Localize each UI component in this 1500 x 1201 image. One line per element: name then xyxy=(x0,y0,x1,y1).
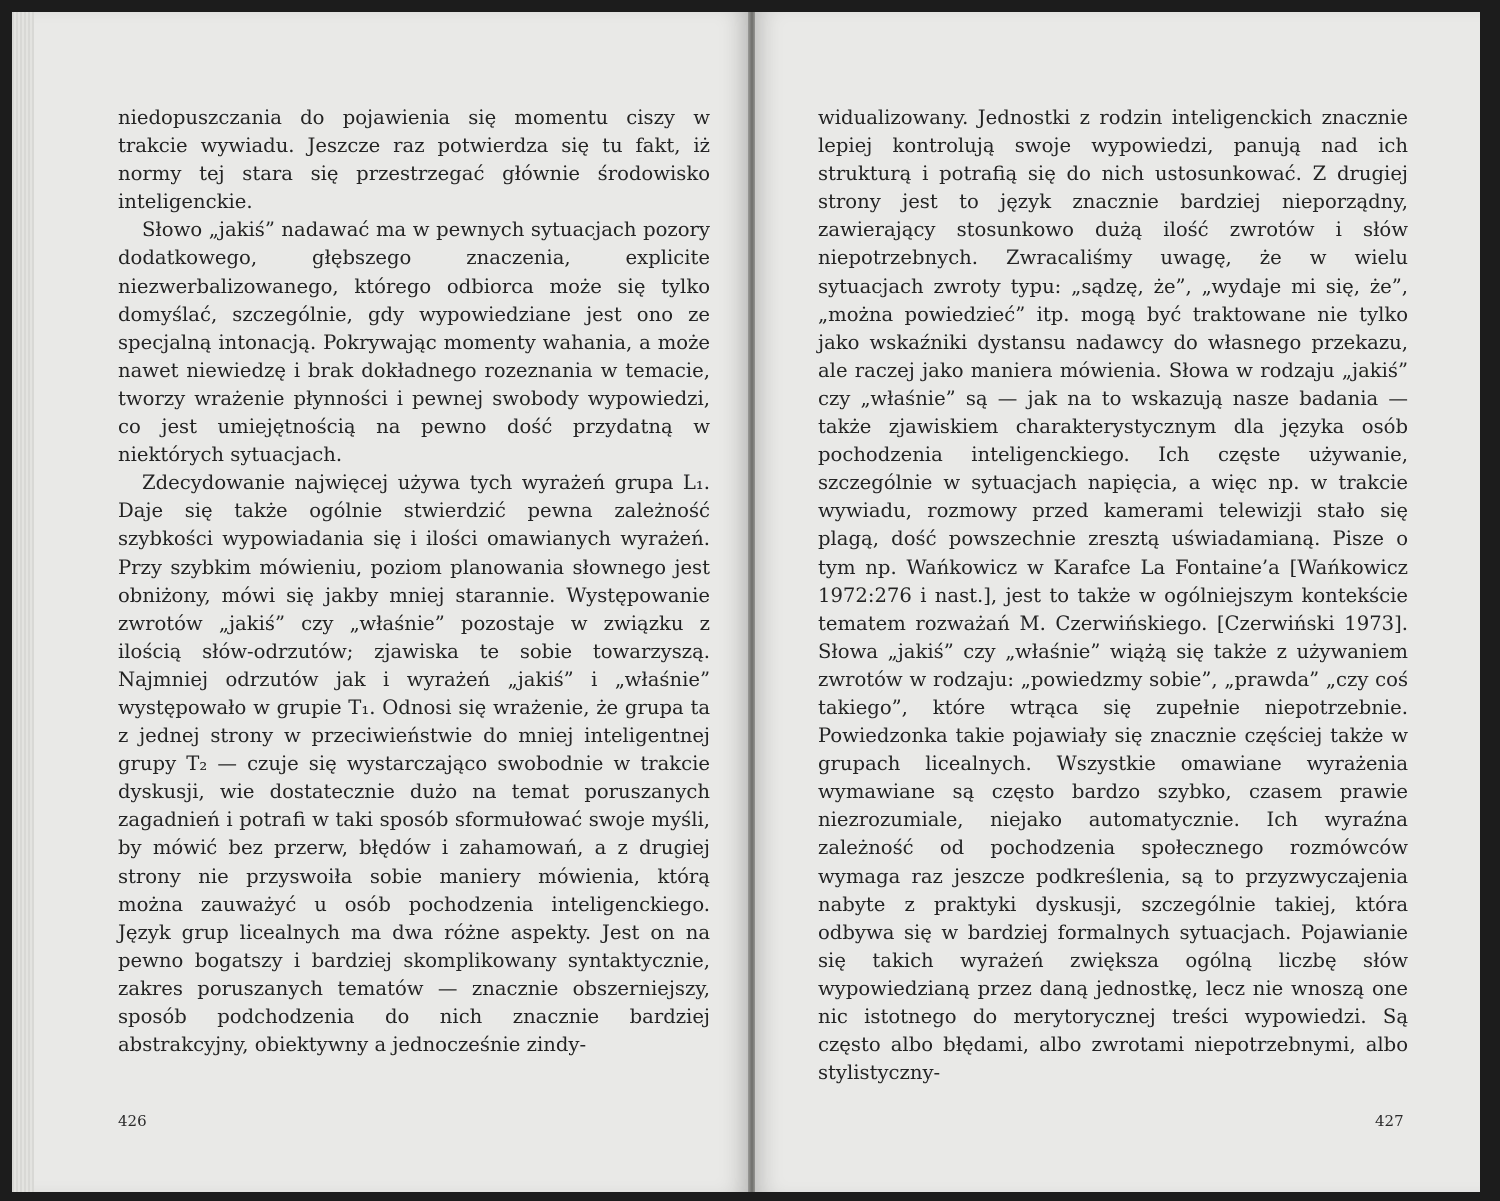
right-page xyxy=(755,12,1480,1192)
left-page-text xyxy=(118,104,710,1059)
page-number: 426 xyxy=(118,1112,147,1130)
page-edges xyxy=(12,12,34,1192)
right-page-text xyxy=(818,104,1408,1087)
paragraph: niedopuszczania do pojawienia się momentu ciszy w trakcie wywiadu. Jeszcze raz potwierdza się tu fakt, iż normy tej stara się przestrzegać głównie środowisko inteligenckie. xyxy=(118,106,710,214)
paragraph: widualizowany. Jednostki z rodzin inteligenckich znacznie lepiej kontrolują swoje wypowiedzi, panują nad ich strukturą i potrafią się do nich ustosunkować. Z drugiej strony jest to język znacznie bardziej nieporządny, zawierający stosunkowo dużą ilość zwrotów i słów niepotrzebnych. Zwracaliśmy uwagę, że w wielu sytuacjach zwroty typu: „sądzę, że”, „wydaje mi się, że”, „można powiedzieć” itp. mogą być traktowane nie tylko jako wskaźniki dystansu nadawcy do własnego przekazu, ale raczej jako maniera mówienia. Słowa w rodzaju „jakiś” czy „właśnie” są — jak na to wskazują nasze badania — także zjawiskiem charakterystycznym dla języka osób pochodzenia inteligenckiego. Ich częste używanie, szczególnie w sytuacjach napięcia, a więc np. w trakcie wywiadu, rozmowy przed kamerami telewizji stało się plagą, dość powszechnie zresztą uświadamianą. Pisze o tym np. Wańkowicz w Karafce La Fontaine’a [Wańkowicz 1972:276 i nast.], jest to także w ogólniejszym kontekście tematem rozważań M. Czerwińskiego. [Czerwiński 1973]. Słowa „jakiś” czy „właśnie” wiążą się także z używaniem zwrotów w rodzaju: „powiedzmy sobie”, „prawda” „czy coś takiego”, które wtrąca się zupełnie niepotrzebnie. Powiedzonka takie pojawiały się znacznie częściej także w grupach licealnych. Wszystkie omawiane wyrażenia wymawiane są często bardzo szybko, czasem prawie niezrozumiale, niejako automatycznie. Ich wyraźna zależność od pochodzenia społecznego rozmówców wymaga raz jeszcze podkreślenia, są to przyzwyczajenia nabyte z praktyki dyskusji, szczególnie takiej, która odbywa się w bardziej formalnych sytuacjach. Pojawianie się takich wyrażeń zwiększa ogólną liczbę słów wypowiedzianą przez daną jednostkę, lecz nie wnoszą one nic istotnego do merytorycznej treści wypowiedzi. Są często albo błędami, albo zwrotami niepotrzebnymi, albo stylistyczny- xyxy=(818,106,1408,1085)
left-page xyxy=(12,12,750,1192)
paragraph: Słowo „jakiś” nadawać ma w pewnych sytuacjach pozory dodatkowego, głębszego znaczenia, explicite niezwerbalizowanego, którego odbiorca może się tylko domyślać, szczególnie, gdy wypowiedziane jest ono ze specjalną intonacją. Pokrywając momenty wahania, a może nawet niewiedzę i brak dokładnego rozeznania w temacie, tworzy wrażenie płynności i pewnej swobody wypowiedzi, co jest umiejętnością na pewno dość przydatną w niektórych sytuacjach. xyxy=(118,218,710,467)
page-number: 427 xyxy=(1375,1112,1404,1130)
paragraph: Zdecydowanie najwięcej używa tych wyrażeń grupa L₁. Daje się także ogólnie stwierdzić pewna zależność szybkości wypowiadania się i ilości omawianych wyrażeń. Przy szybkim mówieniu, poziom planowania słownego jest obniżony, mówi się jakby mniej starannie. Występowanie zwrotów „jakiś” czy „właśnie” pozostaje w związku z ilością słów-odrzutów; zjawiska te sobie towarzyszą. Najmniej odrzutów jak i wyrażeń „jakiś” i „właśnie” występowało w grupie T₁. Odnosi się wrażenie, że grupa ta z jednej strony w przeciwieństwie do mniej inteligentnej grupy T₂ — czuje się wystarczająco swobodnie w trakcie dyskusji, wie dostatecznie dużo na temat poruszanych zagadnień i potrafi w taki sposób sformułować swoje myśli, by mówić bez przerw, błędów i zahamowań, a z drugiej strony nie przyswoiła sobie maniery mówienia, którą można zauważyć u osób pochodzenia inteligenckiego. Język grup licealnych ma dwa różne aspekty. Jest on na pewno bogatszy i bardziej skomplikowany syntaktycznie, zakres poruszanych tematów — znacznie obszerniejszy, sposób podchodzenia do nich znacznie bardziej abstrakcyjny, obiektywny a jednocześnie zindy- xyxy=(118,471,710,1057)
